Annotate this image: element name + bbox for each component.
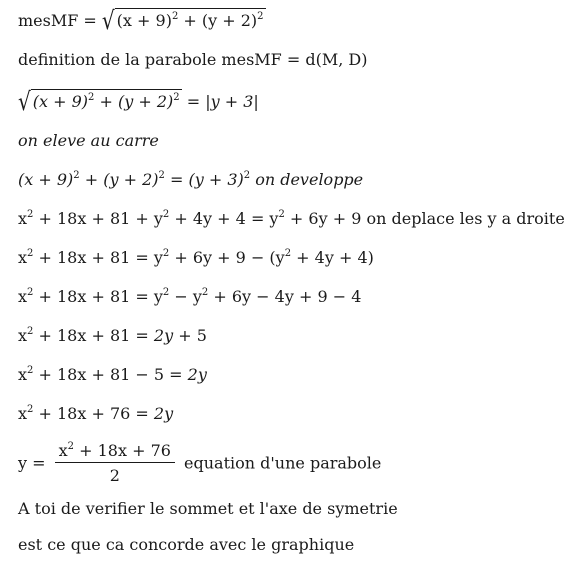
- exponent: 2: [173, 92, 180, 103]
- text-line-13: A toi de verifier le sommet et l'axe de symetrie: [18, 499, 398, 518]
- term: x: [58, 441, 68, 460]
- exponent: 2: [27, 287, 34, 298]
- equation-line-11: [18, 403, 173, 425]
- term-b: + (y + 2): [79, 170, 159, 189]
- text-line-4: [18, 130, 159, 152]
- term: + 6y + 9 on deplace les y a droite: [284, 209, 565, 228]
- exponent: 2: [27, 404, 34, 415]
- term: + 6y + 9 − (y: [169, 248, 285, 267]
- exponent: 2: [257, 11, 264, 22]
- exponent: 2: [201, 287, 209, 298]
- fraction: [55, 441, 175, 485]
- exponent: 2: [27, 209, 34, 220]
- term-a: (x + 9): [18, 170, 74, 189]
- term: + 18x + 81 = y: [33, 248, 163, 267]
- note: equation d'une parabole: [178, 453, 382, 473]
- term: + 4y + 4): [291, 248, 374, 267]
- exponent: 2: [73, 170, 80, 181]
- equation-line-7: [18, 247, 374, 269]
- term: + 18x + 76: [74, 441, 171, 460]
- radicand: [31, 89, 182, 113]
- italic-note: on eleve au carre: [18, 131, 159, 150]
- term: + 5: [173, 326, 207, 345]
- term: + 4y + 4 = y: [169, 209, 279, 228]
- equation-line-5: [18, 169, 363, 191]
- exponent: 2: [171, 11, 179, 22]
- term: + 18x + 81 =: [33, 326, 154, 345]
- term: + 18x + 81 = y: [33, 287, 163, 306]
- text-line-2: definition de la parabole mesMF = d(M, D): [18, 50, 368, 69]
- term: x: [18, 326, 28, 345]
- plus-sign: +: [178, 11, 202, 30]
- term: + 6y − 4y + 9 − 4: [208, 287, 362, 306]
- italic-term: 2y: [153, 404, 174, 423]
- lhs-text: mesMF: [18, 11, 79, 30]
- equation-line-9: [18, 325, 207, 347]
- exponent: 2: [158, 170, 165, 181]
- term: x: [18, 248, 28, 267]
- term-b: (y + 2): [117, 92, 174, 111]
- exponent: 2: [162, 287, 170, 298]
- equation-line-12: [18, 441, 381, 485]
- term: + 18x + 81 + y: [33, 209, 163, 228]
- exponent: 2: [88, 92, 95, 103]
- italic-term: 2y: [153, 326, 174, 345]
- exponent: 2: [27, 365, 34, 376]
- term: x: [18, 404, 28, 423]
- equation-line-1: [18, 5, 266, 35]
- term-c: = (y + 3): [164, 170, 244, 189]
- italic-term: 2y: [187, 365, 207, 384]
- square-root: [18, 86, 182, 116]
- term: − y: [169, 287, 202, 306]
- exponent: 2: [162, 209, 170, 220]
- equation-line-6: [18, 208, 565, 230]
- term-a: (x + 9): [116, 11, 172, 30]
- radical-sign-icon: √: [18, 86, 31, 116]
- rhs: = |y + 3|: [181, 92, 259, 111]
- term: y =: [18, 453, 51, 473]
- equals-sign: =: [78, 11, 102, 30]
- numerator: [55, 441, 175, 463]
- term: x: [18, 287, 28, 306]
- exponent: 2: [278, 209, 285, 220]
- exponent: 2: [67, 441, 75, 452]
- square-root: [101, 5, 266, 35]
- radical-sign-icon: √: [101, 5, 115, 35]
- term-b: (y + 2): [201, 11, 258, 30]
- term: + 18x + 76 =: [33, 404, 154, 423]
- exponent: 2: [27, 248, 34, 259]
- exponent: 2: [284, 248, 292, 259]
- term: x: [18, 365, 28, 384]
- radicand: [115, 8, 266, 32]
- denominator: 2: [109, 466, 120, 485]
- term: x: [18, 209, 28, 228]
- equation-line-10: [18, 364, 207, 386]
- exponent: 2: [162, 248, 170, 259]
- exponent: 2: [243, 170, 251, 181]
- term: + 18x + 81 − 5 =: [33, 365, 188, 384]
- italic-note: on developpe: [250, 170, 364, 189]
- equation-line-3: [18, 86, 259, 116]
- exponent: 2: [27, 326, 34, 337]
- plus-sign: +: [94, 92, 118, 111]
- equation-line-8: [18, 286, 361, 308]
- term-a: (x + 9): [32, 92, 89, 111]
- text-line-14: est ce que ca concorde avec le graphique: [18, 535, 355, 554]
